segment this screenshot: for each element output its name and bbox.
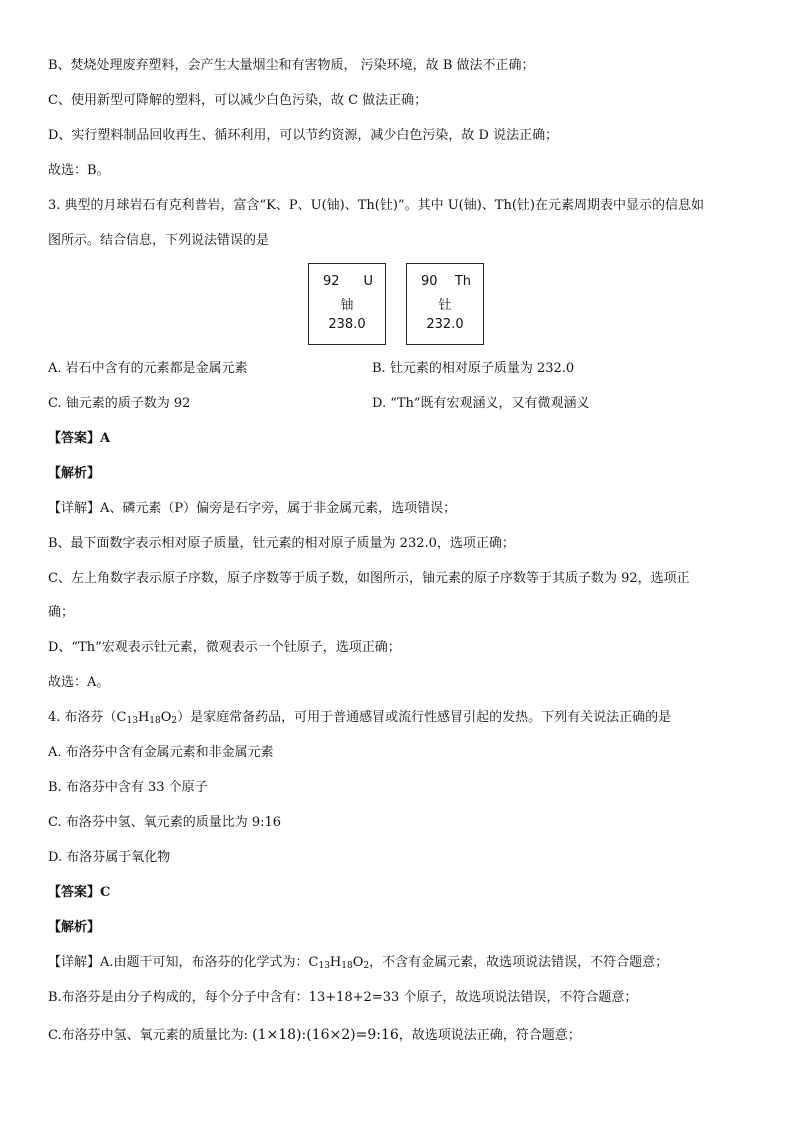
atomic-number: 92 [323,274,340,289]
option-a: A. 岩石中含有的元素都是金属元素 [48,361,248,376]
question-3-stem-cont: 图所示。结合信息，下列说法错误的是 [48,233,270,248]
element-symbol: Th [454,274,471,289]
element-name: 钍 [438,298,452,313]
text-line: B、焚烧处理废弃塑料，会产生大量烟尘和有害物质， 污染环境，故 B 做法不正确； [48,58,535,73]
detail-line: B、最下面数字表示相对原子质量，钍元素的相对原子质量为 232.0，选项正确； [48,536,515,551]
atomic-mass: 238.0 [328,317,366,332]
atomic-mass: 232.0 [426,317,464,332]
text-line: 故选：B。 [48,163,110,178]
option-c: C. 铀元素的质子数为 92 [48,396,191,411]
answer-label: 【答案】C [48,885,111,900]
detail-line: B.布洛芬是由分子构成的，每个分子中含有：13+18+2=33 个原子，故选项说法错误，不符合题意； [48,990,638,1005]
option-b: B. 钍元素的相对原子质量为 232.0 [372,361,575,376]
atomic-number: 90 [421,274,438,289]
analysis-label: 【解析】 [48,466,101,481]
text-line: C、使用新型可降解的塑料，可以减少白色污染，故 C 做法正确； [48,93,428,108]
analysis-label: 【解析】 [48,920,101,935]
element-card-thorium [406,263,484,345]
detail-line: 故选：A。 [48,675,110,690]
detail-line: 确； [48,605,75,620]
element-card-uranium [308,263,386,345]
detail-line: D、“Th”宏观表示钍元素，微观表示一个钍原子，选项正确； [48,640,401,655]
option-d: D. 布洛芬属于氧化物 [48,850,171,865]
detail-line: C.布洛芬中氢、氧元素的质量比为: (1×18):(16×2)=9:16，故选项说法正确，符合题意； [48,1027,581,1043]
question-3-stem: 3. 典型的月球岩石有克利普岩，富含“K、P、U(铀)、Th(钍)”。其中 U(铀)、Th(钍)在元素周期表中显示的信息如 [48,198,704,213]
detail-line: 【详解】A、磷元素（P）偏旁是石字旁，属于非金属元素，选项错误； [48,501,457,516]
mass-ratio-formula: (1×18):(16×2)=9:16 [252,1027,399,1043]
text-line: D、实行塑料制品回收再生、循环利用，可以节约资源，减少白色污染，故 D 说法正确； [48,128,559,143]
element-name: 铀 [340,298,354,313]
option-c: C. 布洛芬中氢、氧元素的质量比为 9:16 [48,815,282,830]
option-b: B. 布洛芬中含有 33 个原子 [48,780,208,795]
question-4-stem: 4. 布洛芬$(C_{13}H_{18}O_2)$是家庭常备药品，可用于普通感冒或流行性感冒引起的发热。下列有关说法正确的是 [48,710,672,726]
element-symbol: U [363,274,373,289]
detail-line: C、左上角数字表示原子序数，原子序数等于质子数，如图所示，铀元素的原子序数等于其质子数为 92，选项正 [48,571,690,586]
answer-label: 【答案】A [48,431,111,446]
detail-line: 【详解】A.由题干可知，布洛芬的化学式为：$C_{13}H_{18}O_2$，不含有金属元素，故选项说法错误，不符合题意； [48,955,669,971]
option-a: A. 布洛芬中含有金属元素和非金属元素 [48,745,274,760]
option-d: D. “Th”既有宏观涵义，又有微观涵义 [372,396,590,411]
